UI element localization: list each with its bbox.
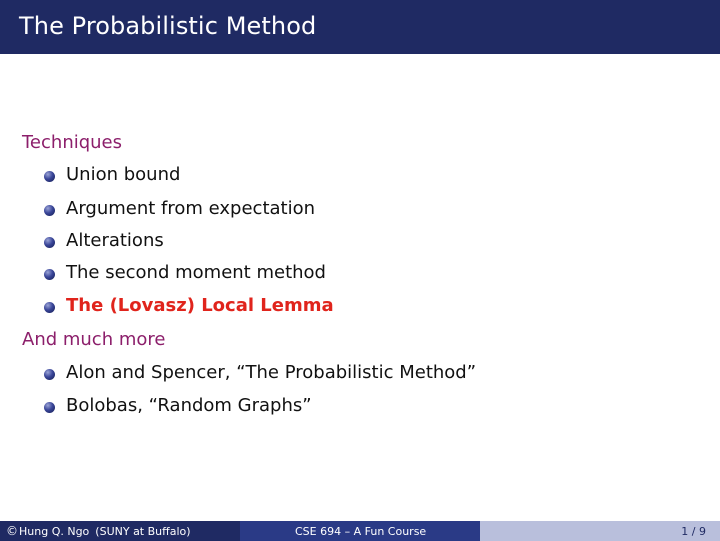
- footer-author: Hung Q. Ngo: [19, 524, 90, 538]
- footer-page-block: [480, 521, 720, 541]
- bullet-icon: [44, 237, 55, 248]
- bullet-icon: [44, 402, 55, 413]
- list-item: Bolobas, “Random Graphs”: [66, 395, 312, 416]
- bullet-icon: [44, 369, 55, 380]
- bullet-icon: [44, 269, 55, 280]
- list-item: Alon and Spencer, “The Probabilistic Method”: [66, 362, 477, 383]
- footer-author-block: [0, 521, 240, 541]
- list-item: Alterations: [66, 230, 164, 251]
- bullet-icon: [44, 302, 55, 313]
- footer-course-block: [240, 521, 480, 541]
- section-heading-more: And much more: [22, 329, 166, 350]
- list-item: Union bound: [66, 164, 181, 185]
- section-heading-techniques: Techniques: [22, 132, 123, 153]
- list-item-highlighted: The (Lovasz) Local Lemma: [66, 295, 334, 316]
- copyright-icon: ©: [6, 524, 18, 538]
- list-item: Argument from expectation: [66, 198, 316, 219]
- footer-institution: (SUNY at Buffalo): [95, 524, 191, 538]
- bullet-icon: [44, 171, 55, 182]
- list-item: The second moment method: [66, 262, 326, 283]
- bullet-icon: [44, 205, 55, 216]
- page-number: 1 / 9: [681, 524, 706, 538]
- footer-course: CSE 694 – A Fun Course: [295, 524, 427, 538]
- footer: [0, 521, 720, 541]
- slide-title: The Probabilistic Method: [19, 12, 317, 40]
